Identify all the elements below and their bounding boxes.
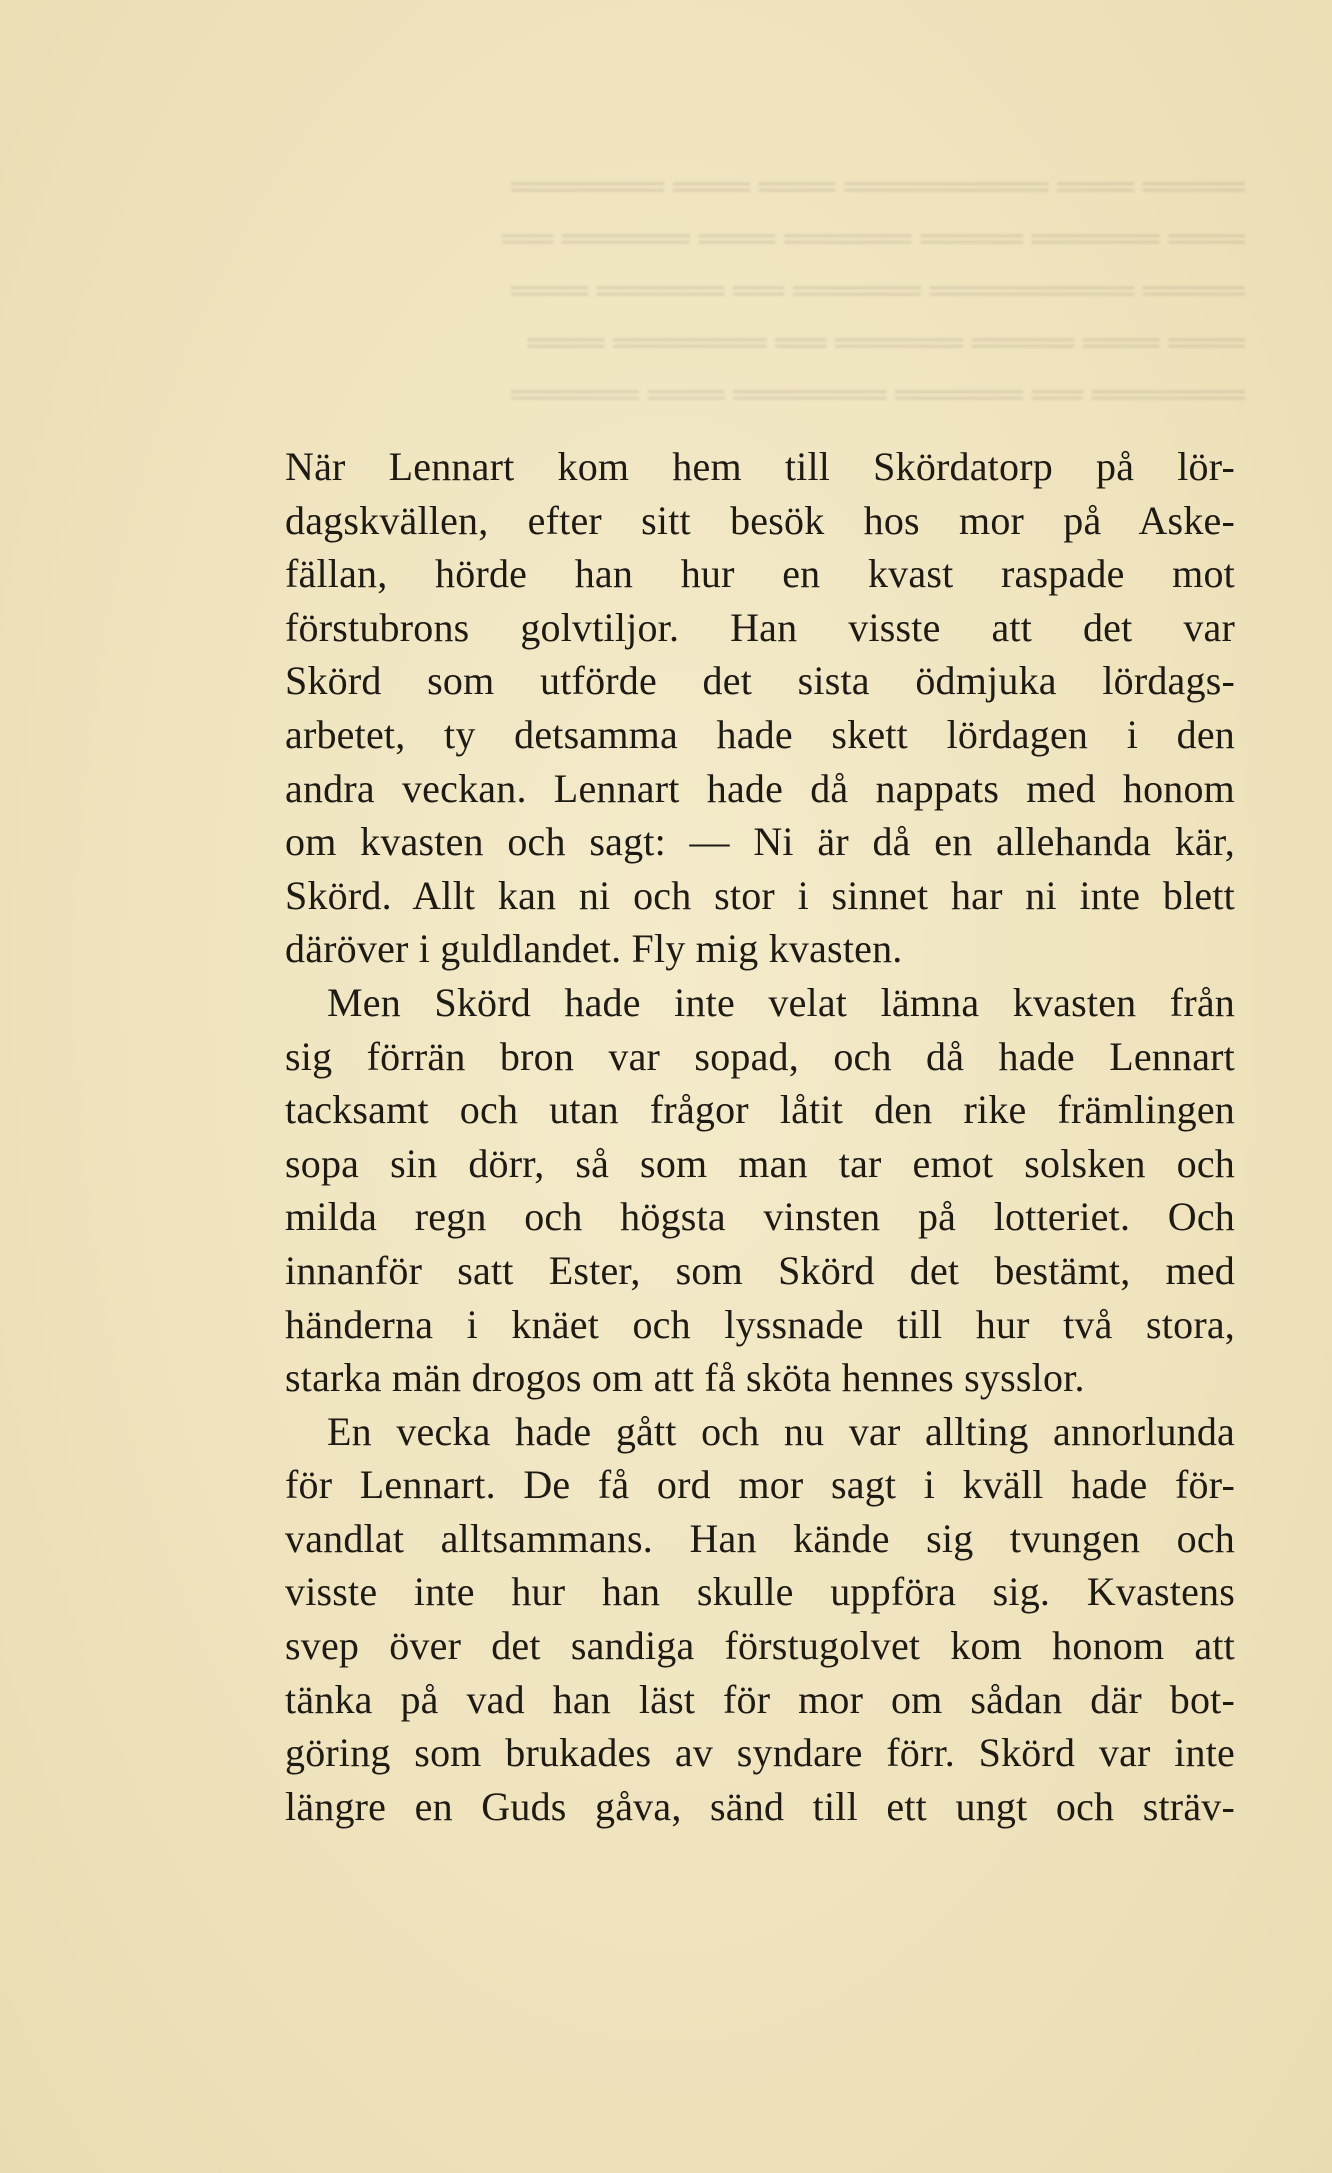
text-line: förstubrons golvtiljor. Han visste att det var [285, 604, 1235, 650]
paragraph-2 [285, 976, 1235, 1405]
text-line: sopa sin dörr, så som man tar emot solsken och [285, 1140, 1235, 1186]
text-line: fällan, hörde han hur en kvast raspade mot [285, 551, 1235, 597]
text-line: längre en Guds gåva, sänd till ett ungt och sträv- [285, 1783, 1235, 1829]
text-line: En vecka hade gått och nu var allting annorlunda [327, 1408, 1235, 1454]
text-line: starka män drogos om att få sköta hennes sysslor. [285, 1355, 1085, 1401]
text-line: dagskvällen, efter sitt besök hos mor på Aske- [285, 497, 1235, 543]
text-line: vandlat alltsammans. Han kände sig tvungen och [285, 1515, 1235, 1561]
text-line: Men Skörd hade inte velat lämna kvasten från [327, 979, 1235, 1025]
text-line: om kvasten och sagt: — Ni är då en allehanda kär, [285, 819, 1235, 865]
text-line: andra veckan. Lennart hade då nappats med honom [285, 765, 1235, 811]
text-line: svep över det sandiga förstugolvet kom honom att [285, 1623, 1235, 1669]
text-line: göring som brukades av syndare förr. Skörd var inte [285, 1730, 1235, 1776]
text-line: för Lennart. De få ord mor sagt i kväll hade för- [285, 1462, 1235, 1508]
text-line: däröver i guldlandet. Fly mig kvasten. [285, 926, 903, 972]
text-line: När Lennart kom hem till Skördatorp på lör- [285, 444, 1235, 489]
paragraph-1 [285, 440, 1235, 976]
text-line: händerna i knäet och lyssnade till hur två stora, [285, 1301, 1235, 1347]
text-line: Skörd som utförde det sista ödmjuka lördags- [285, 658, 1235, 704]
text-line: Skörd. Allt kan ni och stor i sinnet har ni inte blett [285, 872, 1235, 918]
body-text [285, 440, 1235, 1833]
text-line: innanför satt Ester, som Skörd det bestämt, med [285, 1247, 1235, 1293]
text-line: visste inte hur han skulle uppföra sig. Kvastens [285, 1569, 1235, 1615]
text-line: arbetet, ty detsamma hade skett lördagen i den [285, 711, 1235, 757]
paragraph-3 [285, 1405, 1235, 1834]
text-line: sig förrän bron var sopad, och då hade Lennart [285, 1033, 1235, 1079]
text-line: milda regn och högsta vinsten på lotteriet. Och [285, 1194, 1235, 1240]
text-line: tacksamt och utan frågor låtit den rike främlingen [285, 1087, 1235, 1133]
show-through-text: ════ ═══ ════════ ═══ ═══ ══════ ═══ ═════ ════ ═════ ═══ ═════ ══ ════ ════════ ═════ ══ ═════ ═══ ═══ ═══ ════ ═════ ══ ══════ ═══ ══════ ══ ═════ ══════ ═══ ═════ [502, 166, 1245, 414]
text-line: tänka på vad han läst för mor om sådan där bot- [285, 1676, 1235, 1722]
